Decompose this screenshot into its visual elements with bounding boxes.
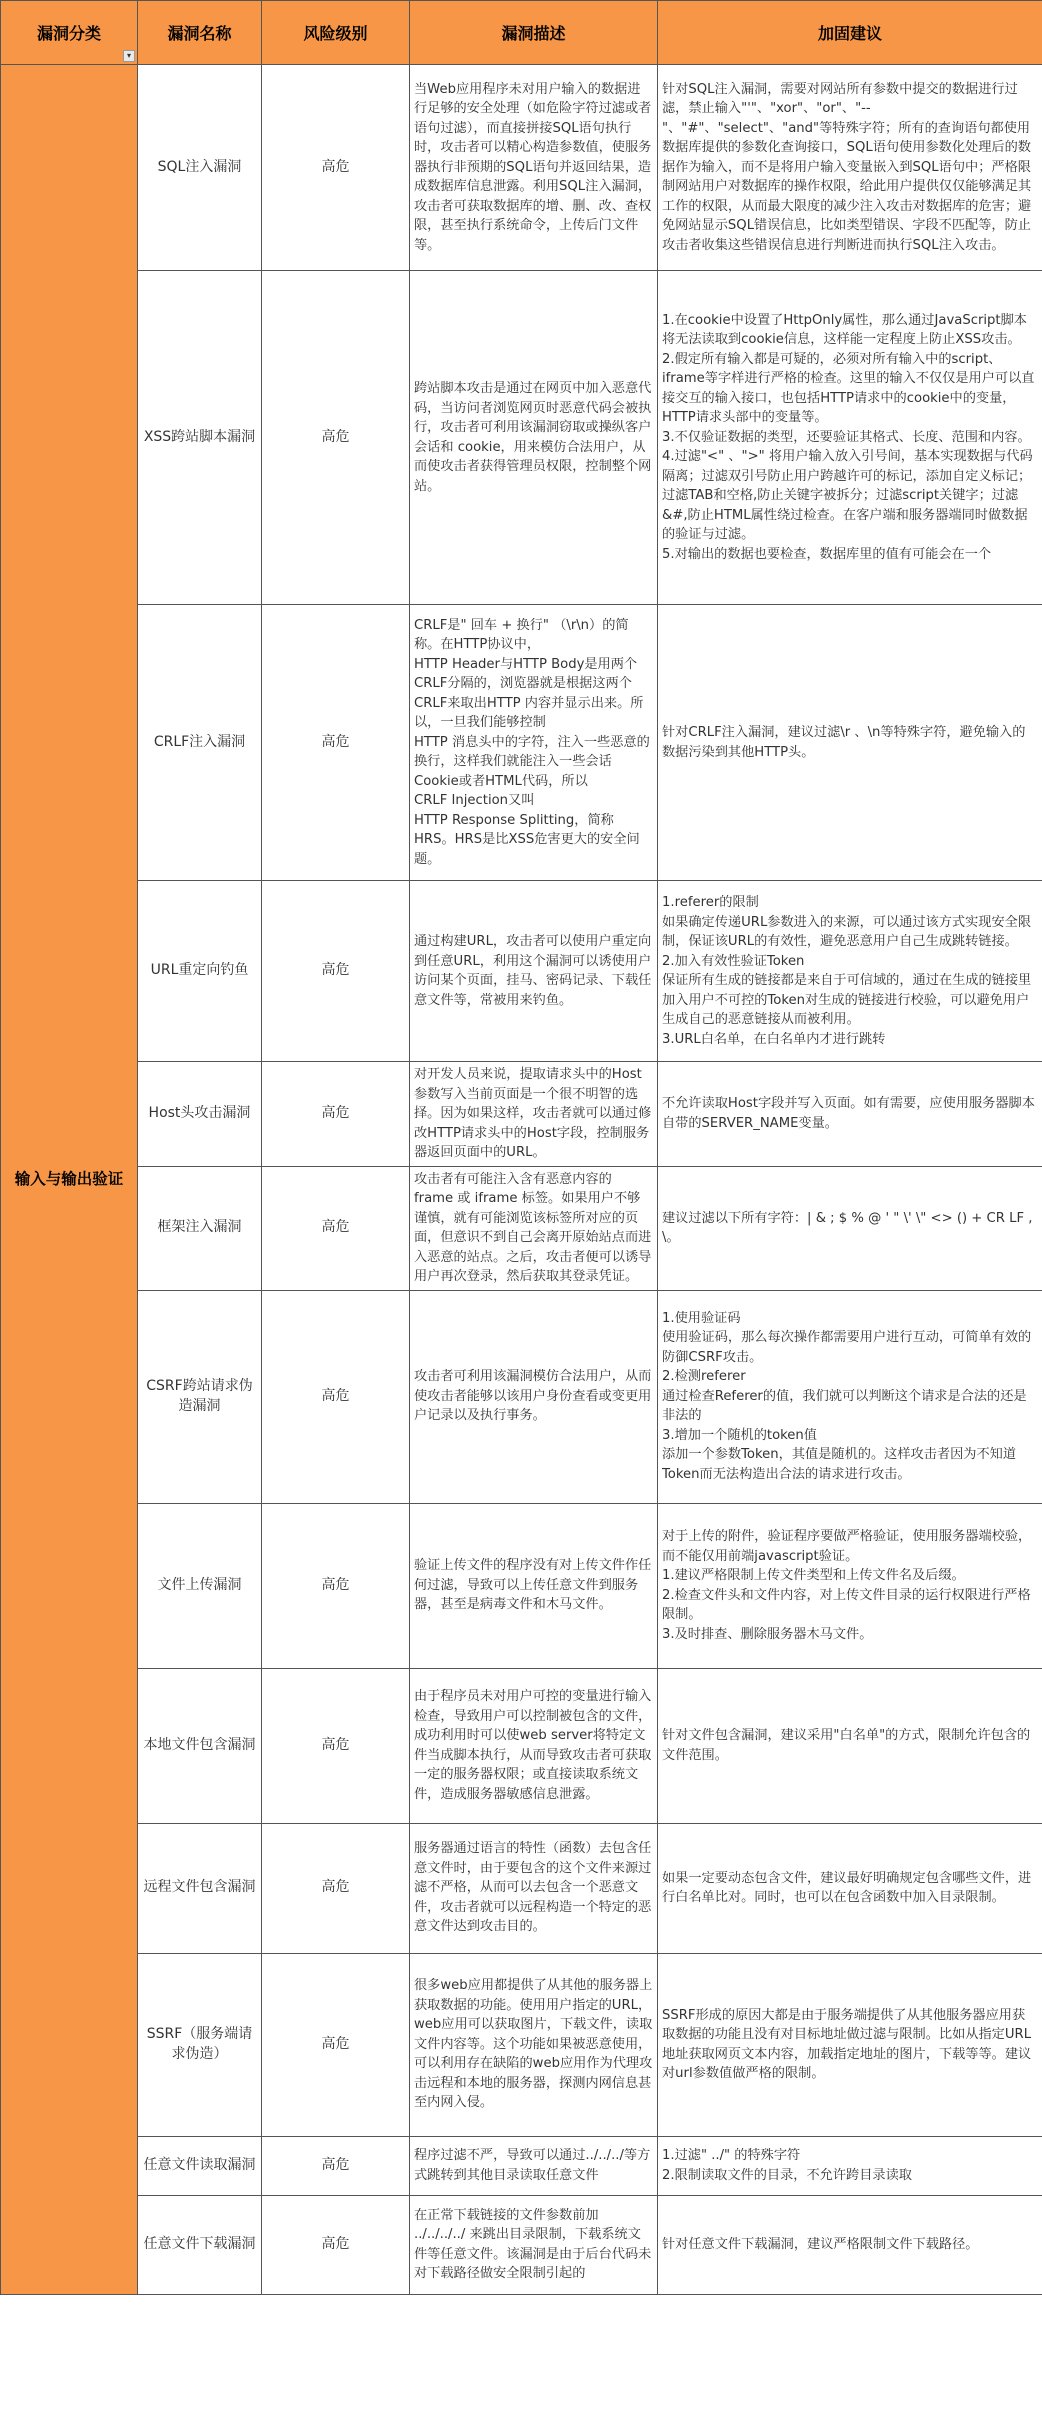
risk-level: 高危 <box>262 271 410 605</box>
hardening-advice <box>658 1062 1042 1167</box>
advice-line: 针对CRLF注入漏洞，建议过滤\r 、\n等特殊字符，避免输入的数据污染到其他HTTP头。 <box>662 725 1026 760</box>
hardening-advice <box>658 1290 1042 1503</box>
vulnerability-description <box>410 1166 658 1290</box>
table-body <box>1 65 1042 2295</box>
description-line: 服务器通过语言的特性（函数）去包含任意文件时，由于要包含的这个文件来源过滤不严格，从而可以去包含一个恶意文件，攻击者就可以远程构造一个特定的恶意文件达到攻击目的。 <box>414 1841 652 1935</box>
vulnerability-description <box>410 271 658 605</box>
risk-level: 高危 <box>262 1166 410 1290</box>
description-line: 通过构建URL，攻击者可以使用户重定向到任意URL，利用这个漏洞可以诱使用户访问某个页面，挂马、密码记录、下载任意文件等，常被用来钓鱼。 <box>414 934 652 1008</box>
vulnerability-name: URL重定向钓鱼 <box>138 881 262 1062</box>
hardening-advice <box>658 271 1042 605</box>
vulnerability-name: 任意文件下载漏洞 <box>138 2195 262 2294</box>
header-name: 漏洞名称 <box>138 1 262 65</box>
advice-line: 如果一定要动态包含文件，建议最好明确规定包含哪些文件，进行白名单比对。同时，也可以在包含函数中加入目录限制。 <box>662 1870 1032 1905</box>
vulnerability-name: CSRF跨站请求伪造漏洞 <box>138 1290 262 1503</box>
description-line: CRLF是" 回车 + 换行" （\r\n）的简称。在HTTP协议中， <box>414 617 629 653</box>
header-advice: 加固建议 <box>658 1 1042 65</box>
description-line: 对开发人员来说，提取请求头中的Host参数写入当前页面是一个很不明智的选择。因为如果这样，攻击者就可以通过修改HTTP请求头中的Host字段，控制服务器返回页面中的URL。 <box>414 1067 652 1160</box>
description-line: 很多web应用都提供了从其他的服务器上获取数据的功能。使用用户指定的URL，web应用可以获取图片，下载文件，读取文件内容等。这个功能如果被恶意使用，可以利用存在缺陷的web应用作为代理攻击远程和本地的服务器，探测内网信息甚至内网入侵。 <box>414 1978 653 2111</box>
table-row <box>1 65 1042 271</box>
table-row <box>1 1166 1042 1290</box>
advice-line: 添加一个参数Token，其值是随机的。这样攻击者因为不知道Token而无法构造出合法的请求进行攻击。 <box>662 1447 1017 1482</box>
risk-level: 高危 <box>262 1062 410 1167</box>
vulnerability-description <box>410 881 658 1062</box>
advice-line: SSRF形成的原因大都是由于服务端提供了从其他服务器应用获取数据的功能且没有对目标地址做过滤与限制。比如从指定URL地址获取网页文本内容，加载指定地址的图片，下载等等。建议对url参数值做严格的限制。 <box>662 2007 1032 2081</box>
advice-line: 2.假定所有输入都是可疑的，必须对所有输入中的script、iframe等字样进行严格的检查。这里的输入不仅仅是用户可以直接交互的输入接口，也包括HTTP请求中的cookie中的变量，HTTP请求头部中的变量等。 <box>662 351 1035 426</box>
vulnerability-name: SSRF（服务端请求伪造） <box>138 1953 262 2136</box>
vulnerability-name: Host头攻击漏洞 <box>138 1062 262 1167</box>
advice-line: 保证所有生成的链接都是来自于可信域的，通过在生成的链接里加入用户不可控的Token对生成的链接进行校验，可以避免用户生成自己的恶意链接从而被利用。 <box>662 973 1032 1027</box>
advice-line: 针对文件包含漏洞，建议采用"白名单"的方式，限制允许包含的文件范围。 <box>662 1728 1031 1763</box>
table-row <box>1 881 1042 1062</box>
advice-line: 2.检查文件头和文件内容，对上传文件目录的运行权限进行严格限制。 <box>662 1587 1031 1622</box>
vulnerability-name: 本地文件包含漏洞 <box>138 1668 262 1823</box>
advice-line: 5.对输出的数据也要检查，数据库里的值有可能会在一个 <box>662 546 992 562</box>
table-row <box>1 271 1042 605</box>
advice-line: 针对任意文件下载漏洞，建议严格限制文件下载路径。 <box>662 2236 979 2252</box>
advice-line: 1.在cookie中设置了HttpOnly属性，那么通过JavaScript脚本将无法读取到cookie信息，这样能一定程度上防止XSS攻击。 <box>662 312 1027 348</box>
risk-level: 高危 <box>262 1953 410 2136</box>
vulnerability-name: XSS跨站脚本漏洞 <box>138 271 262 605</box>
header-description: 漏洞描述 <box>410 1 658 65</box>
description-line: 验证上传文件的程序没有对上传文件作任何过滤，导致可以上传任意文件到服务器，甚至是病毒文件和木马文件。 <box>414 1558 652 1613</box>
advice-line: 通过检查Referer的值，我们就可以判断这个请求是合法的还是非法的 <box>662 1388 1027 1424</box>
vulnerability-description <box>410 65 658 271</box>
vulnerability-name: 远程文件包含漏洞 <box>138 1823 262 1953</box>
hardening-advice <box>658 881 1042 1062</box>
description-line: 跨站脚本攻击是通过在网页中加入恶意代码，当访问者浏览网页时恶意代码会被执行，攻击者可利用该漏洞窃取或操纵客户会话和 cookie，用来模仿合法用户，从而使攻击者获得管理员权限，控制整个网站。 <box>414 381 652 494</box>
vulnerability-name: 任意文件读取漏洞 <box>138 2136 262 2195</box>
risk-level: 高危 <box>262 1290 410 1503</box>
hardening-advice <box>658 1668 1042 1823</box>
hardening-advice <box>658 1953 1042 2136</box>
vulnerability-name: SQL注入漏洞 <box>138 65 262 271</box>
risk-level: 高危 <box>262 2195 410 2294</box>
filter-dropdown-icon[interactable]: ▾ <box>123 50 135 62</box>
table-row <box>1 2195 1042 2294</box>
risk-level: 高危 <box>262 1668 410 1823</box>
advice-line: 3.增加一个随机的token值 <box>662 1427 817 1443</box>
risk-level: 高危 <box>262 1823 410 1953</box>
risk-level: 高危 <box>262 2136 410 2195</box>
vulnerability-description <box>410 1503 658 1668</box>
vulnerability-description <box>410 1290 658 1503</box>
table-row <box>1 1503 1042 1668</box>
description-line: 攻击者有可能注入含有恶意内容的 frame 或 iframe 标签。如果用户不够谨慎，就有可能浏览该标签所对应的页面，但意识不到自己会离开原始站点而进入恶意的站点。之后，攻击者便可以诱导用户再次登录，然后获取其登录凭证。 <box>414 1171 652 1284</box>
description-line: CRLF Injection又叫 <box>414 793 535 809</box>
risk-level: 高危 <box>262 881 410 1062</box>
advice-line: 3.及时排查、删除服务器木马文件。 <box>662 1626 873 1642</box>
table-row <box>1 605 1042 881</box>
advice-line: 1.使用验证码 <box>662 1310 741 1326</box>
vulnerability-name: 文件上传漏洞 <box>138 1503 262 1668</box>
description-line: HTTP Header与HTTP Body是用两个CRLF分隔的，浏览器就是根据这两个CRLF来取出HTTP 内容并显示出来。所以，一旦我们能够控制 <box>414 656 644 731</box>
description-line: HTTP Response Splitting，简称HRS。HRS是比XSS危害更大的安全问题。 <box>414 812 640 867</box>
vulnerability-name: 框架注入漏洞 <box>138 1166 262 1290</box>
advice-line: 建议过滤以下所有字符：| & ; $ % @ ' " \' \" <> () + CR LF , \。 <box>662 1210 1033 1245</box>
vulnerability-description <box>410 2195 658 2294</box>
advice-line: 3.不仅验证数据的类型，还要验证其格式、长度、范围和内容。 <box>662 429 1031 445</box>
risk-level: 高危 <box>262 605 410 881</box>
vulnerability-description <box>410 1953 658 2136</box>
advice-line: 不允许读取Host字段并写入页面。如有需要，应使用服务器脚本自带的SERVER_NAME变量。 <box>662 1096 1035 1131</box>
advice-line: 3.URL白名单，在白名单内才进行跳转 <box>662 1031 886 1047</box>
table-row <box>1 1668 1042 1823</box>
header-row <box>1 1 1042 65</box>
table-row <box>1 1953 1042 2136</box>
advice-line: 2.限制读取文件的目录，不允许跨目录读取 <box>662 2167 912 2183</box>
advice-line: 如果确定传递URL参数进入的来源，可以通过该方式实现安全限制，保证该URL的有效性，避免恶意用户自己生成跳转链接。 <box>662 914 1032 949</box>
advice-line: 针对SQL注入漏洞，需要对网站所有参数中提交的数据进行过滤，禁止输入"'"、"xor"、"or"、"--"、"#"、"select"、"and"等特殊字符；所有的查询语句都使用数据库提供的参数化查询接口，SQL语句使用参数化处理后的数据作为输入，而不是将用户输入变量嵌入到SQL语句中；严格限制网站用户对数据库的操作权限，给此用户提供仅仅能够满足其工作的权限，从而最大限度的减少注入攻击对数据库的危害；避免网站显示SQL错误信息，比如类型错误、字段不匹配等，防止攻击者收集这些错误信息进行判断进而执行SQL注入攻击。 <box>662 81 1032 253</box>
hardening-advice <box>658 605 1042 881</box>
hardening-advice <box>658 1503 1042 1668</box>
vulnerability-name: CRLF注入漏洞 <box>138 605 262 881</box>
hardening-advice <box>658 2136 1042 2195</box>
description-line: 攻击者可利用该漏洞模仿合法用户，从而使攻击者能够以该用户身份查看或变更用户记录以及执行事务。 <box>414 1369 652 1424</box>
hardening-advice <box>658 1166 1042 1290</box>
table-row <box>1 1823 1042 1953</box>
advice-line: 1.referer的限制 <box>662 895 759 910</box>
category-cell: 输入与输出验证 <box>1 65 138 2295</box>
hardening-advice <box>658 1823 1042 1953</box>
header-level: 风险级别 <box>262 1 410 65</box>
risk-level: 高危 <box>262 1503 410 1668</box>
risk-level: 高危 <box>262 65 410 271</box>
advice-line: 1.建议严格限制上传文件类型和上传文件名及后缀。 <box>662 1568 965 1583</box>
vulnerability-description <box>410 1823 658 1953</box>
header-category[interactable]: 漏洞分类 ▾ <box>1 1 138 65</box>
hardening-advice <box>658 2195 1042 2294</box>
table-row <box>1 1290 1042 1503</box>
description-line: 由于程序员未对用户可控的变量进行输入检查，导致用户可以控制被包含的文件，成功利用时可以使web server将特定文件当成脚本执行，从而导致攻击者可获取一定的服务器权限；或直接读取系统文件，造成服务器敏感信息泄露。 <box>414 1689 652 1802</box>
vulnerability-description <box>410 1668 658 1823</box>
advice-line: 2.检测referer <box>662 1369 746 1385</box>
description-line: 当Web应用程序未对用户输入的数据进行足够的安全处理（如危险字符过滤或者语句过滤），而直接拼接SQL语句执行时，攻击者可以精心构造参数值，使服务器执行非预期的SQL语句并返回结果，造成数据库信息泄露。利用SQL注入漏洞，攻击者可获取数据库的增、删、改、查权限，甚至执行系统命令，上传后门文件等。 <box>414 81 652 253</box>
advice-line: 对于上传的附件，验证程序要做严格验证，使用服务器端校验，而不能仅用前端javascript验证。 <box>662 1529 1032 1564</box>
description-line: 程序过滤不严，导致可以通过../../../等方式跳转到其他目录读取任意文件 <box>414 2148 651 2183</box>
vulnerability-description <box>410 1062 658 1167</box>
vulnerability-description <box>410 605 658 881</box>
table-row <box>1 2136 1042 2195</box>
advice-line: 使用验证码，那么每次操作都需要用户进行互动，可简单有效的防御CSRF攻击。 <box>662 1330 1032 1365</box>
description-line: HTTP 消息头中的字符，注入一些恶意的换行，这样我们就能注入一些会话Cookie或者HTML代码，所以 <box>414 734 650 789</box>
vulnerability-description <box>410 2136 658 2195</box>
table-row <box>1 1062 1042 1167</box>
hardening-advice <box>658 65 1042 271</box>
description-line: 在正常下载链接的文件参数前加 ../../../../ 来跳出目录限制，下载系统文件等任意文件。该漏洞是由于后台代码未对下载路径做安全限制引起的 <box>414 2207 652 2281</box>
advice-line: 2.加入有效性验证Token <box>662 953 805 969</box>
advice-line: 1.过滤" ../" 的特殊字符 <box>662 2148 801 2163</box>
advice-line: 4.过滤"<" 、">" 将用户输入放入引号间，基本实现数据与代码隔离；过滤双引号防止用户跨越许可的标记，添加自定义标记；过滤TAB和空格,防止关键字被拆分；过滤script关键字；过滤&#,防止HTML属性绕过检查。在客户端和服务器端同时做数据的验证与过滤。 <box>662 449 1033 543</box>
